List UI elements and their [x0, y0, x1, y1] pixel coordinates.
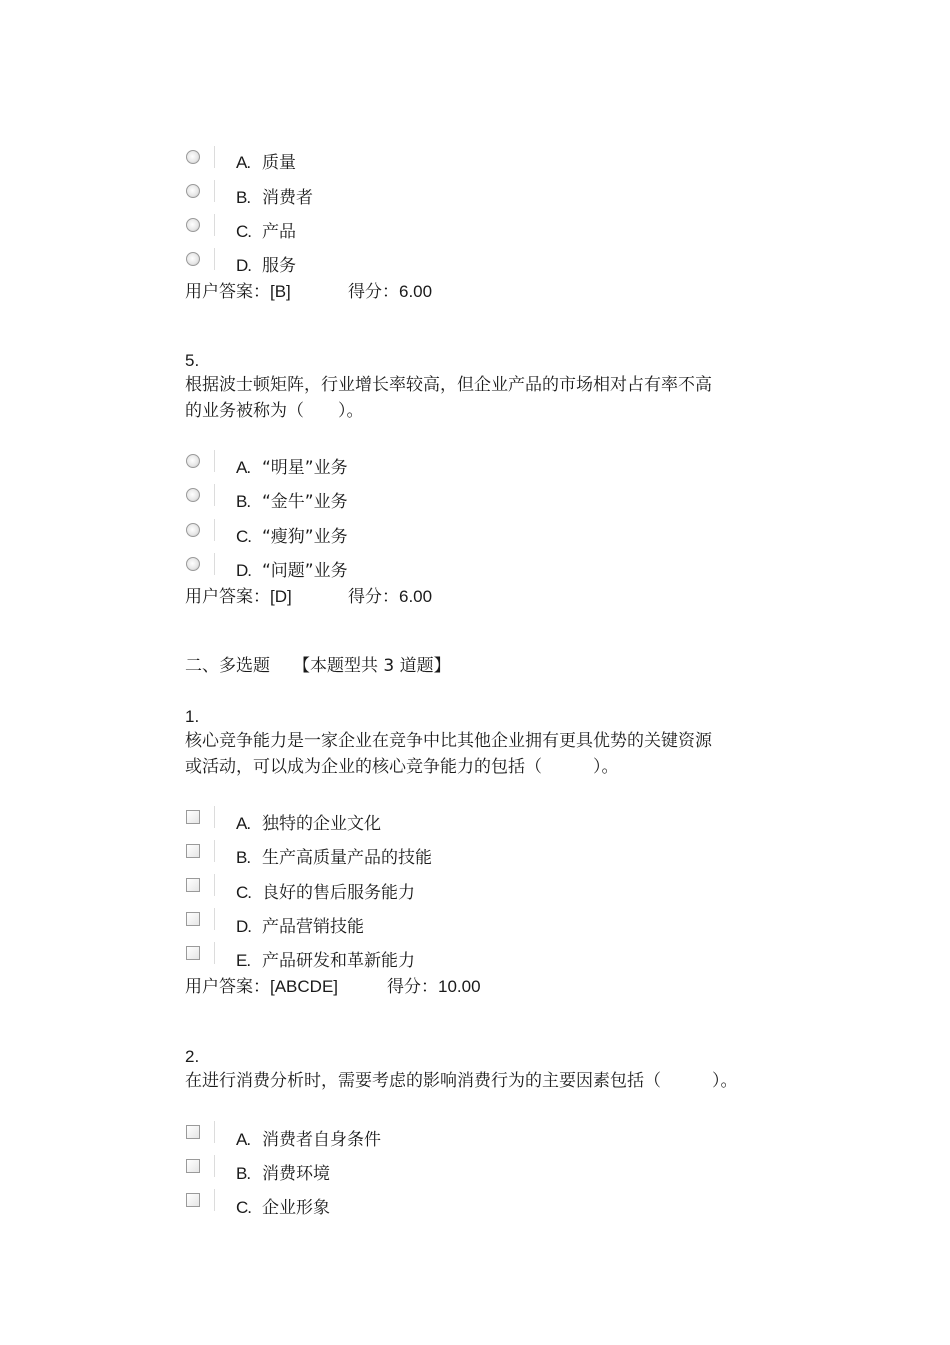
divider [214, 942, 215, 964]
score-value: 10.00 [438, 977, 481, 996]
divider [214, 908, 215, 930]
user-answer: [D] [270, 587, 292, 606]
divider [214, 519, 215, 541]
option-letter: B. [236, 1164, 251, 1183]
q4-option-c-radio[interactable] [186, 218, 200, 232]
option-letter: D. [236, 256, 251, 275]
m2-option-a-checkbox[interactable] [186, 1125, 200, 1139]
option-text: 产品研发和革新能力 [262, 951, 415, 971]
divider [214, 806, 215, 828]
divider [214, 484, 215, 506]
q5-option-c-radio[interactable] [186, 523, 200, 537]
option-letter: A. [236, 814, 251, 833]
option-text: 生产高质量产品的技能 [262, 848, 432, 868]
option-letter: B. [236, 492, 251, 511]
option-letter: C. [236, 527, 251, 546]
q5-result [185, 586, 432, 608]
option-text: “瘦狗”业务 [262, 527, 348, 547]
q5-text-line2: 的业务被称为（ ）。 [185, 401, 364, 421]
user-answer: [ABCDE] [270, 977, 339, 996]
option-text: 消费者自身条件 [262, 1130, 381, 1150]
option-letter: C. [236, 222, 251, 241]
m1-number: 1. [185, 707, 200, 726]
divider [214, 248, 215, 270]
m1-option-a-checkbox[interactable] [186, 810, 200, 824]
divider [214, 840, 215, 862]
option-text: 产品 [262, 222, 296, 242]
option-letter: A. [236, 153, 251, 172]
score-label: 得分： [348, 587, 399, 607]
m1-text-line1: 核心竞争能力是一家企业在竞争中比其他企业拥有更具优势的关键资源 [185, 731, 712, 751]
q4-result [185, 281, 432, 303]
score-label: 得分： [387, 977, 438, 997]
answer-label: 用户答案： [185, 282, 270, 302]
divider [214, 1189, 215, 1211]
option-text: 服务 [262, 256, 296, 276]
score-value: 6.00 [399, 282, 433, 301]
divider [214, 450, 215, 472]
q5-text-line1: 根据波士顿矩阵，行业增长率较高，但企业产品的市场相对占有率不高 [185, 375, 712, 395]
section-title: 二、多选题 [185, 656, 270, 676]
user-answer: [B] [270, 282, 291, 301]
option-letter: A. [236, 1130, 251, 1149]
divider [214, 874, 215, 896]
section-heading [185, 655, 451, 677]
m1-option-b-checkbox[interactable] [186, 844, 200, 858]
option-letter: E. [236, 951, 251, 970]
option-text: 独特的企业文化 [262, 814, 381, 834]
divider [214, 1155, 215, 1177]
option-text: “问题”业务 [262, 561, 348, 581]
divider [214, 180, 215, 202]
option-text: 消费环境 [262, 1164, 330, 1184]
q5-number: 5. [185, 351, 200, 370]
q5-option-a-radio[interactable] [186, 454, 200, 468]
option-letter: C. [236, 1198, 251, 1217]
q4-option-a-radio[interactable] [186, 150, 200, 164]
option-text: 消费者 [262, 188, 313, 208]
option-letter: D. [236, 917, 251, 936]
option-letter: A. [236, 458, 251, 477]
section-count: 【本题型共 3 道题】 [293, 656, 451, 676]
q4-option-b-radio[interactable] [186, 184, 200, 198]
divider [214, 553, 215, 575]
q5-option-d-radio[interactable] [186, 557, 200, 571]
m2-text-line1: 在进行消费分析时，需要考虑的影响消费行为的主要因素包括（ ）。 [185, 1071, 738, 1091]
answer-label: 用户答案： [185, 977, 270, 997]
m2-option-b-checkbox[interactable] [186, 1159, 200, 1173]
option-text: 企业形象 [262, 1198, 330, 1218]
m1-option-d-checkbox[interactable] [186, 912, 200, 926]
score-label: 得分： [348, 282, 399, 302]
q5-option-b-radio[interactable] [186, 488, 200, 502]
divider [214, 1121, 215, 1143]
q4-option-d-radio[interactable] [186, 252, 200, 266]
option-text: 质量 [262, 153, 296, 173]
m1-option-e-checkbox[interactable] [186, 946, 200, 960]
divider [214, 214, 215, 236]
m1-text-line2: 或活动，可以成为企业的核心竞争能力的包括（ ）。 [185, 757, 619, 777]
option-text: 良好的售后服务能力 [262, 883, 415, 903]
m2-option-c-checkbox[interactable] [186, 1193, 200, 1207]
option-text: “明星”业务 [262, 458, 348, 478]
m2-number: 2. [185, 1047, 200, 1066]
option-letter: B. [236, 188, 251, 207]
score-value: 6.00 [399, 587, 433, 606]
option-letter: D. [236, 561, 251, 580]
option-text: 产品营销技能 [262, 917, 364, 937]
m1-result [185, 976, 481, 998]
answer-label: 用户答案： [185, 587, 270, 607]
option-letter: B. [236, 848, 251, 867]
option-letter: C. [236, 883, 251, 902]
m1-option-c-checkbox[interactable] [186, 878, 200, 892]
divider [214, 146, 215, 168]
option-text: “金牛”业务 [262, 492, 348, 512]
